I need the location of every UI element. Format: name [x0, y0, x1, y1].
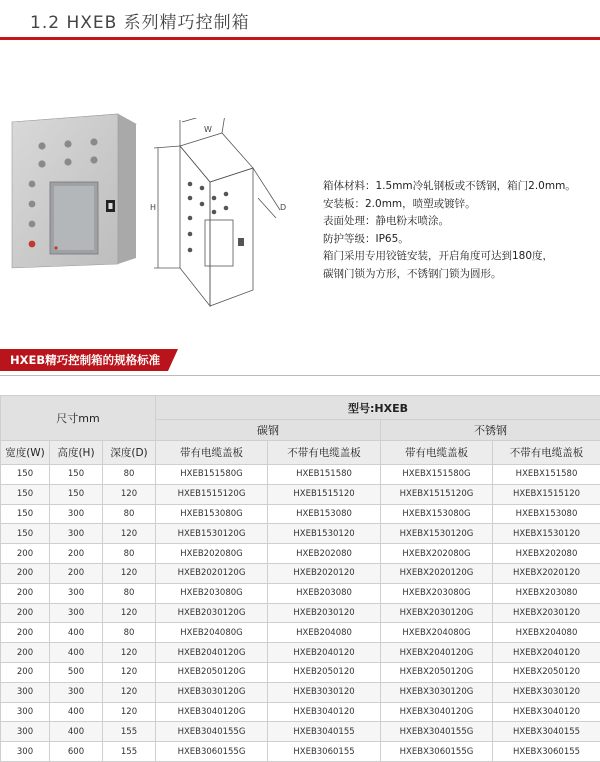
header-divider — [0, 37, 600, 40]
table-row — [1, 643, 600, 663]
cell-depth: 80 — [103, 504, 156, 524]
section-header — [0, 349, 168, 371]
cell-stainless-without-plate: HXEBX3030120 — [493, 682, 600, 702]
cell-height: 200 — [50, 544, 103, 564]
page-title: 1.2 HXEB 系列精巧控制箱 — [30, 8, 250, 33]
cell-carbon-without-plate: HXEB3040155 — [268, 722, 381, 742]
cell-stainless-without-plate: HXEBX204080 — [493, 623, 600, 643]
cell-height: 300 — [50, 524, 103, 544]
cell-height: 500 — [50, 662, 103, 682]
cell-width: 300 — [1, 702, 50, 722]
cell-stainless-with-plate: HXEBX202080G — [381, 544, 493, 564]
size-header: 尺寸mm — [1, 396, 156, 441]
cell-height: 150 — [50, 465, 103, 485]
table-row — [1, 682, 600, 702]
cell-carbon-with-plate: HXEB204080G — [156, 623, 268, 643]
cell-stainless-without-plate: HXEBX3060155 — [493, 742, 600, 762]
cell-depth: 120 — [103, 563, 156, 583]
cell-depth: 120 — [103, 643, 156, 663]
cell-depth: 155 — [103, 722, 156, 742]
spec-mounting-plate: 安装板：2.0mm，喷塑或镀锌。 — [323, 196, 593, 214]
dimension-drawing — [150, 118, 295, 308]
cell-stainless-with-plate: HXEBX3060155G — [381, 742, 493, 762]
cell-depth: 80 — [103, 465, 156, 485]
spec-lock: 碳钢门锁为方形，不锈钢门锁为圆形。 — [323, 266, 593, 284]
width-label: W — [204, 125, 212, 134]
cell-width: 150 — [1, 524, 50, 544]
cell-stainless-with-plate: HXEBX2030120G — [381, 603, 493, 623]
cell-carbon-with-plate: HXEB2040120G — [156, 643, 268, 663]
spec-hinge: 箱门采用专用铰链安装，开启角度可达到180度， — [323, 248, 593, 266]
cell-stainless-without-plate: HXEBX151580 — [493, 465, 600, 485]
cell-stainless-without-plate: HXEBX3040155 — [493, 722, 600, 742]
cell-height: 300 — [50, 603, 103, 623]
cell-carbon-with-plate: HXEB202080G — [156, 544, 268, 564]
section-title: HXEB精巧控制箱的规格标准 — [10, 352, 160, 368]
spec-surface: 表面处理：静电粉末喷涂。 — [323, 213, 593, 231]
table-row — [1, 504, 600, 524]
cell-height: 300 — [50, 504, 103, 524]
cell-stainless-without-plate: HXEBX202080 — [493, 544, 600, 564]
table-row — [1, 662, 600, 682]
col-depth: 深度(D) — [103, 441, 156, 465]
cell-width: 300 — [1, 722, 50, 742]
cell-carbon-without-plate: HXEB2020120 — [268, 563, 381, 583]
cell-stainless-without-plate: HXEBX1530120 — [493, 524, 600, 544]
col-stainless-without-plate: 不带有电缆盖板 — [493, 441, 600, 465]
cell-stainless-with-plate: HXEBX2020120G — [381, 563, 493, 583]
spec-material: 箱体材料：1.5mm冷轧钢板或不锈钢，箱门2.0mm。 — [323, 178, 593, 196]
table-row — [1, 742, 600, 762]
cell-carbon-with-plate: HXEB203080G — [156, 583, 268, 603]
cell-width: 150 — [1, 484, 50, 504]
cell-depth: 120 — [103, 662, 156, 682]
table-row — [1, 603, 600, 623]
cell-carbon-without-plate: HXEB202080 — [268, 544, 381, 564]
cell-stainless-without-plate: HXEBX2030120 — [493, 603, 600, 623]
cell-stainless-with-plate: HXEBX3030120G — [381, 682, 493, 702]
cell-stainless-without-plate: HXEBX2020120 — [493, 563, 600, 583]
col-stainless-with-plate: 带有电缆盖板 — [381, 441, 493, 465]
model-header: 型号:HXEB — [156, 396, 600, 420]
cell-stainless-without-plate: HXEBX1515120 — [493, 484, 600, 504]
cell-stainless-with-plate: HXEBX1530120G — [381, 524, 493, 544]
table-row — [1, 623, 600, 643]
spec-table — [0, 395, 600, 762]
cell-carbon-with-plate: HXEB3030120G — [156, 682, 268, 702]
cell-carbon-with-plate: HXEB2050120G — [156, 662, 268, 682]
cell-width: 200 — [1, 563, 50, 583]
cell-height: 600 — [50, 742, 103, 762]
cell-height: 200 — [50, 563, 103, 583]
cell-carbon-with-plate: HXEB3060155G — [156, 742, 268, 762]
spec-protection: 防护等级：IP65。 — [323, 231, 593, 249]
table-row — [1, 583, 600, 603]
cell-depth: 120 — [103, 702, 156, 722]
cell-width: 150 — [1, 465, 50, 485]
cell-carbon-without-plate: HXEB3060155 — [268, 742, 381, 762]
cabinet-photo — [8, 112, 138, 272]
cell-depth: 80 — [103, 623, 156, 643]
stainless-steel-header: 不锈钢 — [381, 420, 600, 441]
cell-depth: 80 — [103, 544, 156, 564]
cell-width: 200 — [1, 583, 50, 603]
cell-width: 300 — [1, 682, 50, 702]
cell-height: 150 — [50, 484, 103, 504]
section-divider — [0, 375, 600, 376]
cell-carbon-without-plate: HXEB2040120 — [268, 643, 381, 663]
cell-carbon-without-plate: HXEB151580 — [268, 465, 381, 485]
cell-width: 150 — [1, 504, 50, 524]
cell-stainless-with-plate: HXEBX203080G — [381, 583, 493, 603]
cell-height: 400 — [50, 643, 103, 663]
cell-carbon-without-plate: HXEB153080 — [268, 504, 381, 524]
cell-carbon-with-plate: HXEB1515120G — [156, 484, 268, 504]
cell-width: 200 — [1, 603, 50, 623]
spec-list — [323, 178, 593, 283]
cell-stainless-without-plate: HXEBX3040120 — [493, 702, 600, 722]
cell-stainless-with-plate: HXEBX153080G — [381, 504, 493, 524]
col-width: 宽度(W) — [1, 441, 50, 465]
cell-carbon-with-plate: HXEB3040120G — [156, 702, 268, 722]
col-carbon-without-plate: 不带有电缆盖板 — [268, 441, 381, 465]
spec-table-body — [1, 465, 600, 762]
cell-stainless-with-plate: HXEBX3040155G — [381, 722, 493, 742]
cell-stainless-with-plate: HXEBX1515120G — [381, 484, 493, 504]
cell-stainless-without-plate: HXEBX203080 — [493, 583, 600, 603]
cell-carbon-without-plate: HXEB1530120 — [268, 524, 381, 544]
cell-stainless-with-plate: HXEBX3040120G — [381, 702, 493, 722]
cell-width: 200 — [1, 643, 50, 663]
cell-height: 400 — [50, 722, 103, 742]
cell-carbon-without-plate: HXEB3040120 — [268, 702, 381, 722]
table-row — [1, 702, 600, 722]
cell-stainless-with-plate: HXEBX2040120G — [381, 643, 493, 663]
height-label: H — [150, 203, 156, 212]
cell-depth: 120 — [103, 603, 156, 623]
cell-stainless-with-plate: HXEBX2050120G — [381, 662, 493, 682]
carbon-steel-header: 碳钢 — [156, 420, 381, 441]
col-carbon-with-plate: 带有电缆盖板 — [156, 441, 268, 465]
cell-height: 400 — [50, 702, 103, 722]
cell-depth: 120 — [103, 682, 156, 702]
cell-width: 200 — [1, 623, 50, 643]
cell-carbon-with-plate: HXEB2020120G — [156, 563, 268, 583]
cell-height: 300 — [50, 682, 103, 702]
cell-depth: 80 — [103, 583, 156, 603]
cell-height: 400 — [50, 623, 103, 643]
page-header — [0, 0, 600, 40]
cell-carbon-without-plate: HXEB3030120 — [268, 682, 381, 702]
table-row — [1, 544, 600, 564]
cell-depth: 120 — [103, 524, 156, 544]
cell-carbon-with-plate: HXEB153080G — [156, 504, 268, 524]
depth-label: D — [280, 203, 286, 212]
cell-width: 300 — [1, 742, 50, 762]
cell-stainless-with-plate: HXEBX204080G — [381, 623, 493, 643]
cell-carbon-without-plate: HXEB2030120 — [268, 603, 381, 623]
cell-width: 200 — [1, 544, 50, 564]
cell-carbon-without-plate: HXEB204080 — [268, 623, 381, 643]
cell-width: 200 — [1, 662, 50, 682]
cell-depth: 120 — [103, 484, 156, 504]
cell-carbon-without-plate: HXEB1515120 — [268, 484, 381, 504]
cell-carbon-with-plate: HXEB151580G — [156, 465, 268, 485]
cell-carbon-with-plate: HXEB2030120G — [156, 603, 268, 623]
cell-stainless-with-plate: HXEBX151580G — [381, 465, 493, 485]
cell-stainless-without-plate: HXEBX2050120 — [493, 662, 600, 682]
col-height: 高度(H) — [50, 441, 103, 465]
cell-stainless-without-plate: HXEBX2040120 — [493, 643, 600, 663]
cell-carbon-without-plate: HXEB2050120 — [268, 662, 381, 682]
cell-depth: 155 — [103, 742, 156, 762]
table-row — [1, 563, 600, 583]
cell-height: 300 — [50, 583, 103, 603]
table-row — [1, 465, 600, 485]
table-row — [1, 524, 600, 544]
cell-carbon-with-plate: HXEB1530120G — [156, 524, 268, 544]
cell-stainless-without-plate: HXEBX153080 — [493, 504, 600, 524]
table-row — [1, 484, 600, 504]
cell-carbon-without-plate: HXEB203080 — [268, 583, 381, 603]
cell-carbon-with-plate: HXEB3040155G — [156, 722, 268, 742]
